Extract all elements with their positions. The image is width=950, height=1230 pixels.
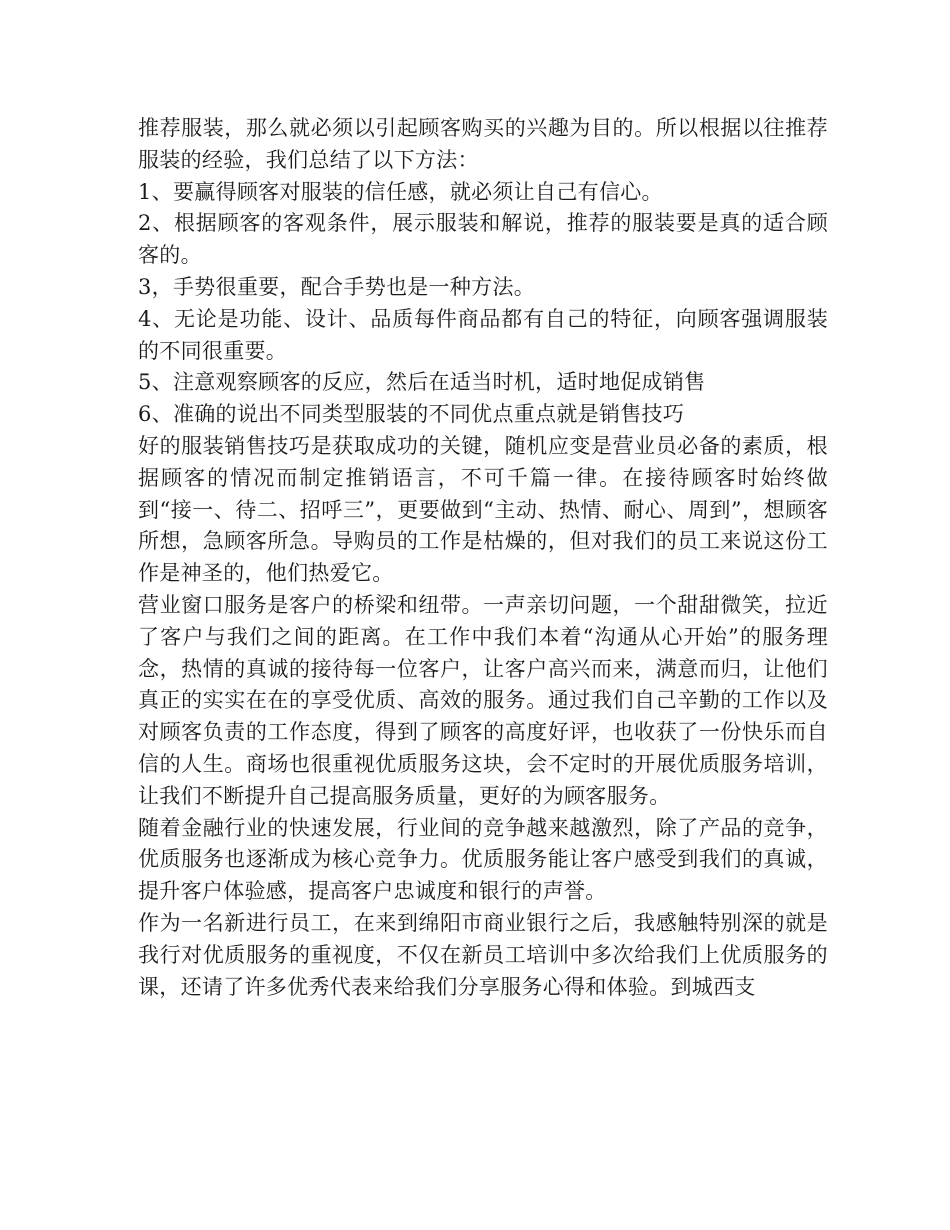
list-item-2: 2、根据顾客的客观条件，展示服装和解说，推荐的服装要是真的适合顾客的。 <box>138 211 828 268</box>
paragraph-sales-skills: 好的服装销售技巧是获取成功的关键，随机应变是营业员必备的素质，根据顾客的情况而制定推销语言，不可千篇一律。在接待顾客时始终做到“接一、待二、招呼三”，更要做到“主动、热情、耐心、周到”，想顾客所想，急顾客所急。导购员的工作是枯燥的，但对我们的员工来说这份工作是神圣的，他们热爱它。 <box>138 433 828 586</box>
paragraph-window-service: 营业窗口服务是客户的桥梁和纽带。一声亲切问题，一个甜甜微笑，拉近了客户与我们之间的距离。在工作中我们本着“沟通从心开始”的服务理念，热情的真诚的接待每一位客户，让客户高兴而来，满意而归，让他们真正的实实在在的享受优质、高效的服务。通过我们自己辛勤的工作以及对顾客负责的工作态度，得到了顾客的高度好评，也收获了一份快乐而自信的人生。商场也很重视优质服务这块，会不定时的开展优质服务培训，让我们不断提升自己提高服务质量，更好的为顾客服务。 <box>138 592 828 808</box>
list-item-6: 6、准确的说出不同类型服装的不同优点重点就是销售技巧 <box>138 402 685 427</box>
document-body <box>138 113 828 1003</box>
list-item-3: 3，手势很重要，配合手势也是一种方法。 <box>138 274 536 299</box>
paragraph-intro: 推荐服装，那么就必须以引起顾客购买的兴趣为目的。所以根据以往推荐服装的经验，我们总结了以下方法： <box>138 116 828 172</box>
list-item-4: 4、无论是功能、设计、品质每件商品都有自己的特征，向顾客强调服装的不同很重要。 <box>138 306 828 363</box>
list-item-1: 1、要赢得顾客对服装的信任感，就必须让自己有信心。 <box>138 179 663 204</box>
list-item-5: 5、注意观察顾客的反应，然后在适当时机，适时地促成销售 <box>138 370 706 395</box>
paragraph-finance-competition: 随着金融行业的快速发展，行业间的竞争越来越激烈，除了产品的竞争，优质服务也逐渐成为核心竞争力。优质服务能让客户感受到我们的真诚，提升客户体验感，提高客户忠诚度和银行的声誉。 <box>138 815 828 904</box>
paragraph-new-employee: 作为一名新进行员工，在来到绵阳市商业银行之后，我感触特别深的就是我行对优质服务的重视度，不仅在新员工培训中多次给我们上优质服务的课，还请了许多优秀代表来给我们分享服务心得和体验。到城西支 <box>138 910 828 999</box>
